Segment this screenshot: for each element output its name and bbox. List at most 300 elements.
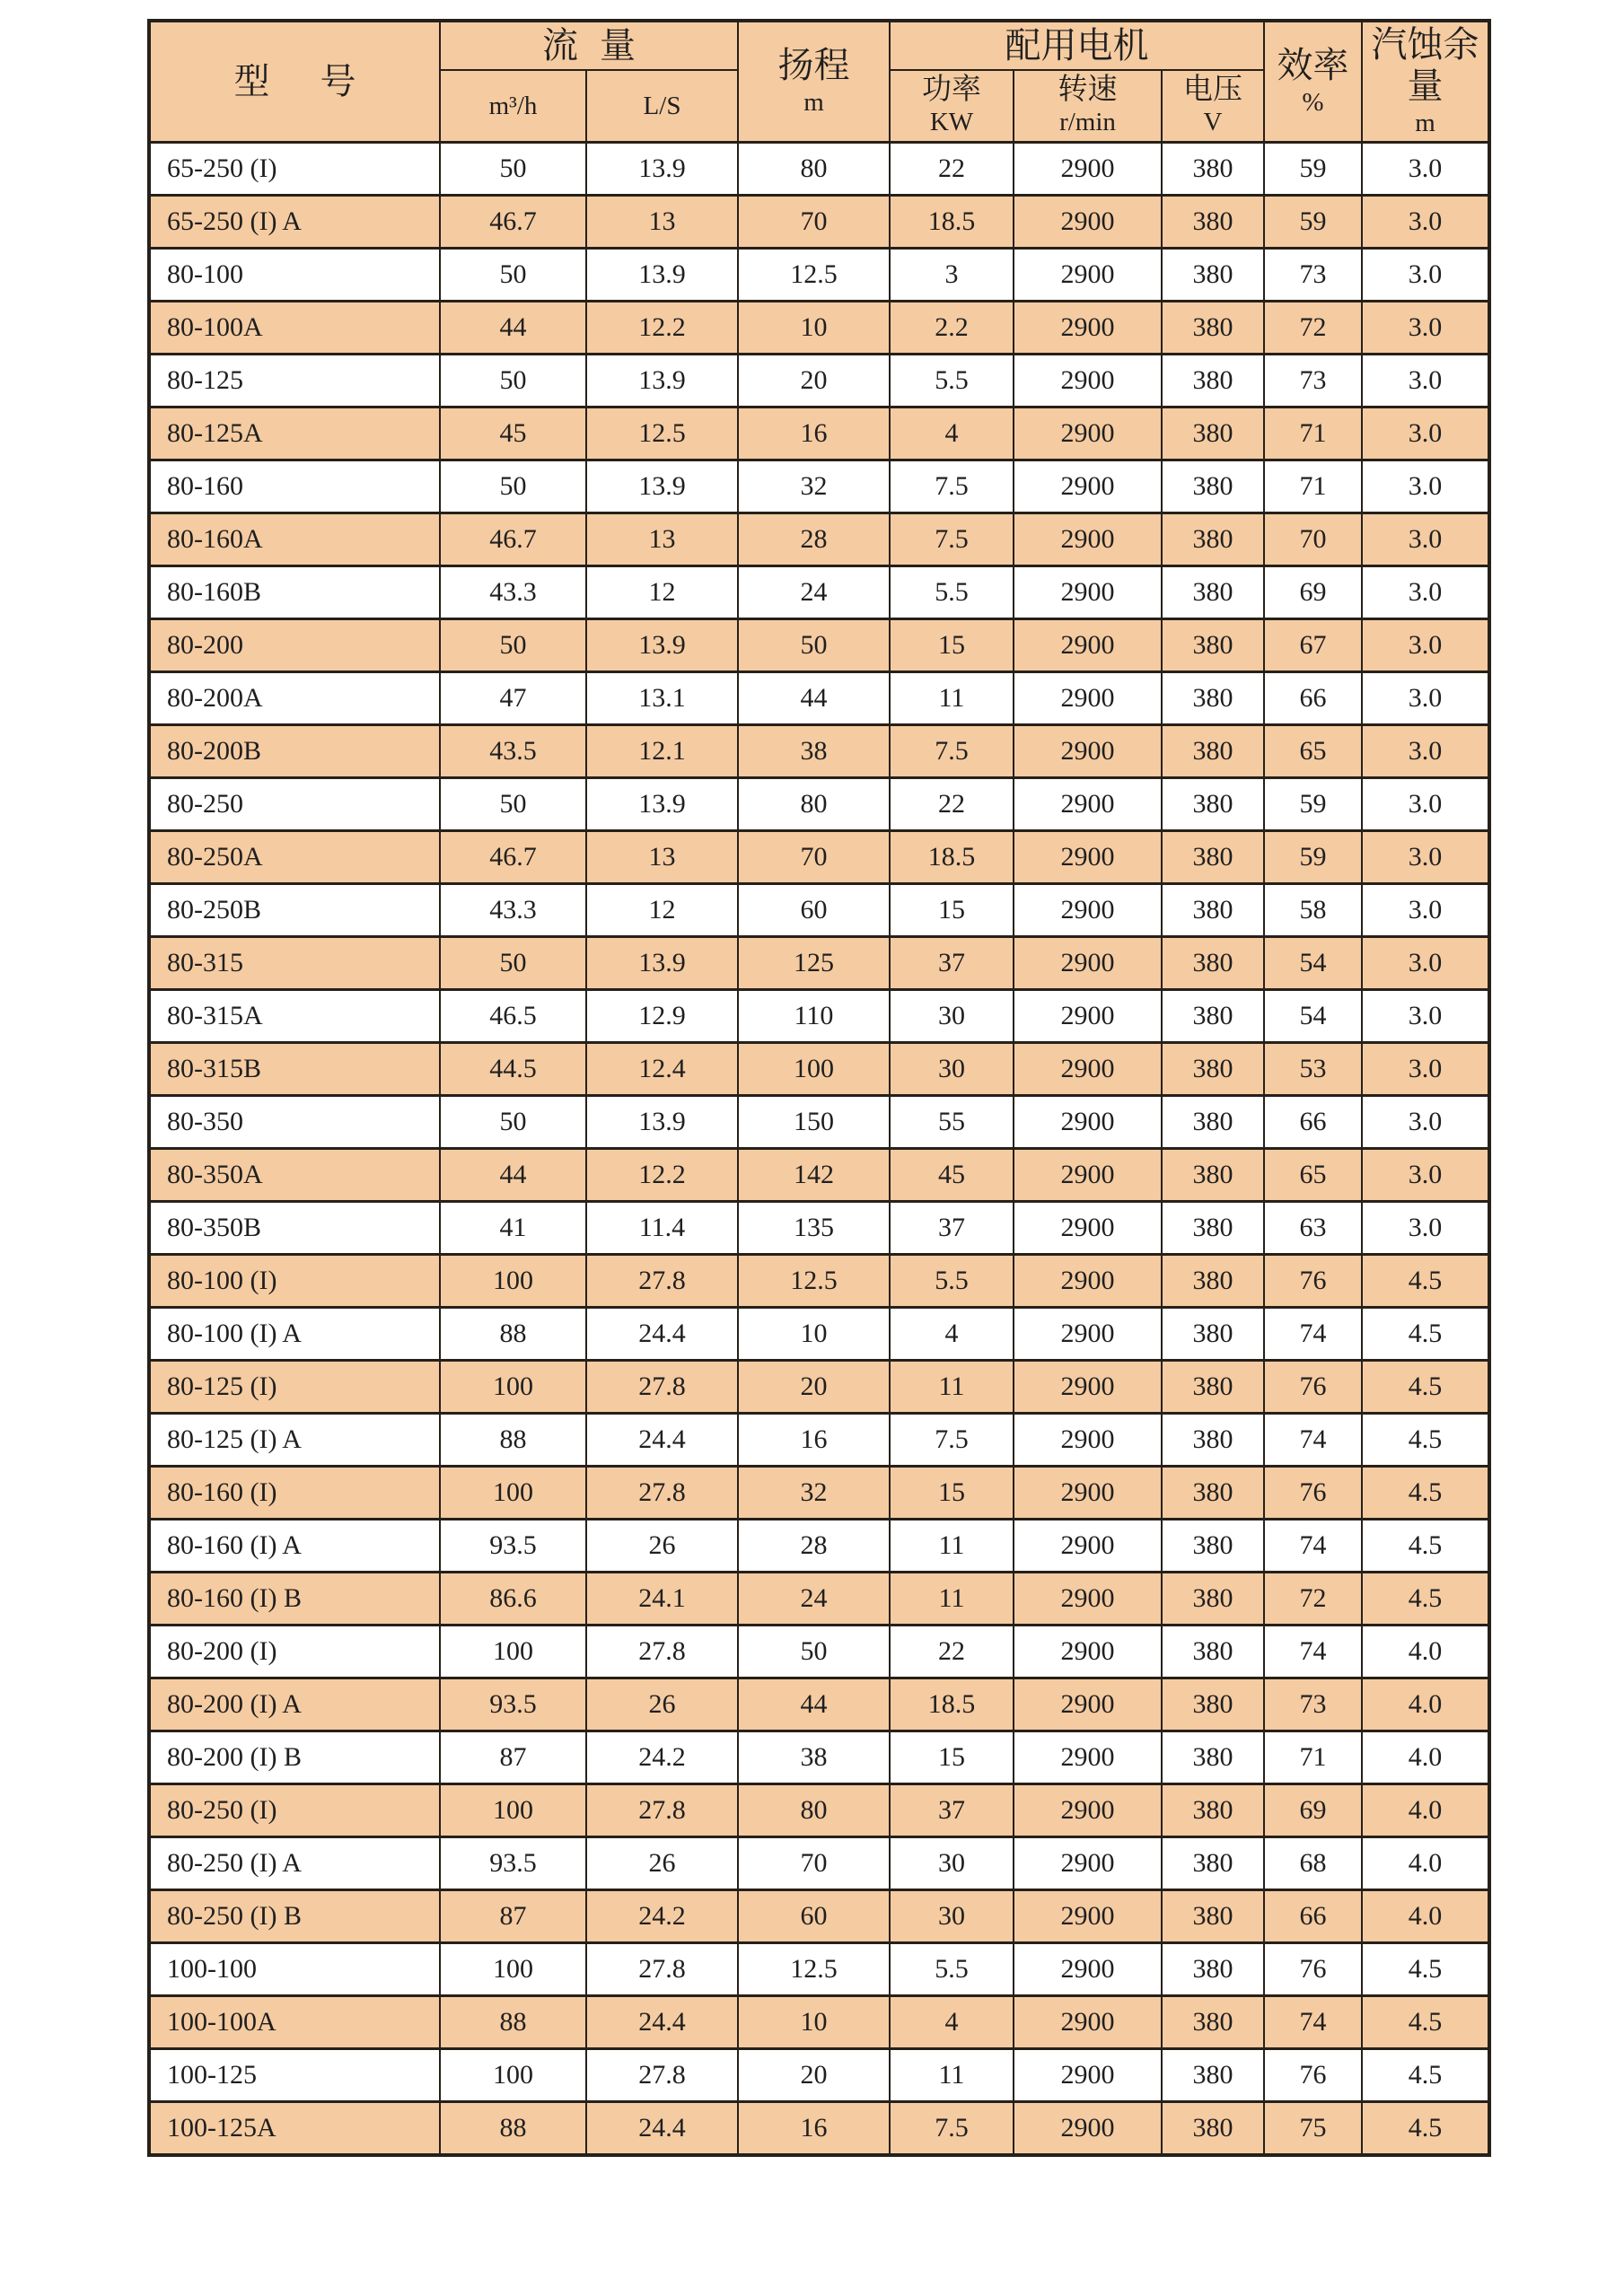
cell-power-kw: 5.5 <box>890 355 1014 407</box>
cell-head-m: 28 <box>738 513 890 566</box>
cell-flow-ls: 26 <box>586 1520 738 1573</box>
cell-flow-m3h: 100 <box>440 1255 586 1308</box>
cell-voltage-v: 380 <box>1162 2102 1264 2156</box>
cell-flow-ls: 26 <box>586 1678 738 1731</box>
cell-head-m: 150 <box>738 1096 890 1149</box>
cell-head-m: 10 <box>738 302 890 355</box>
header-flow-ls: L/S <box>586 70 738 143</box>
cell-voltage-v: 380 <box>1162 143 1264 196</box>
cell-speed-rpm: 2900 <box>1014 1149 1162 1202</box>
cell-voltage-v: 380 <box>1162 937 1264 990</box>
cell-head-m: 142 <box>738 1149 890 1202</box>
cell-power-kw: 55 <box>890 1096 1014 1149</box>
cell-efficiency: 73 <box>1264 355 1362 407</box>
cell-model: 80-125A <box>149 407 440 460</box>
cell-power-kw: 11 <box>890 1520 1014 1573</box>
cell-model: 80-125 (I) <box>149 1361 440 1414</box>
cell-power-kw: 5.5 <box>890 1943 1014 1996</box>
cell-model: 80-125 <box>149 355 440 407</box>
cell-voltage-v: 380 <box>1162 1467 1264 1520</box>
header-motor: 配用电机 <box>890 21 1264 70</box>
cell-npsh: 3.0 <box>1362 249 1489 302</box>
cell-power-kw: 11 <box>890 1361 1014 1414</box>
cell-flow-ls: 24.4 <box>586 1414 738 1467</box>
table-row <box>149 1149 1489 1202</box>
header-power-label: 功率 <box>922 73 981 106</box>
cell-power-kw: 4 <box>890 407 1014 460</box>
cell-speed-rpm: 2900 <box>1014 302 1162 355</box>
cell-power-kw: 4 <box>890 1308 1014 1361</box>
cell-speed-rpm: 2900 <box>1014 1467 1162 1520</box>
cell-npsh: 4.0 <box>1362 1837 1489 1890</box>
table-row <box>149 1573 1489 1626</box>
table-row <box>149 1678 1489 1731</box>
cell-power-kw: 37 <box>890 937 1014 990</box>
cell-efficiency: 76 <box>1264 1467 1362 1520</box>
cell-efficiency: 66 <box>1264 1890 1362 1943</box>
cell-efficiency: 59 <box>1264 831 1362 884</box>
cell-flow-ls: 27.8 <box>586 1784 738 1837</box>
cell-power-kw: 5.5 <box>890 566 1014 619</box>
cell-npsh: 3.0 <box>1362 884 1489 937</box>
table-row <box>149 884 1489 937</box>
cell-flow-ls: 13 <box>586 513 738 566</box>
table-row <box>149 1996 1489 2049</box>
cell-flow-m3h: 46.7 <box>440 196 586 249</box>
cell-flow-m3h: 46.7 <box>440 831 586 884</box>
header-voltage <box>1162 70 1264 143</box>
cell-speed-rpm: 2900 <box>1014 990 1162 1043</box>
cell-head-m: 10 <box>738 1996 890 2049</box>
cell-voltage-v: 380 <box>1162 196 1264 249</box>
cell-voltage-v: 380 <box>1162 1520 1264 1573</box>
cell-power-kw: 15 <box>890 1467 1014 1520</box>
cell-flow-m3h: 50 <box>440 460 586 513</box>
cell-npsh: 4.5 <box>1362 2049 1489 2102</box>
cell-npsh: 3.0 <box>1362 566 1489 619</box>
cell-npsh: 4.0 <box>1362 1731 1489 1784</box>
cell-voltage-v: 380 <box>1162 1996 1264 2049</box>
cell-speed-rpm: 2900 <box>1014 1043 1162 1096</box>
cell-speed-rpm: 2900 <box>1014 778 1162 831</box>
cell-power-kw: 22 <box>890 143 1014 196</box>
cell-speed-rpm: 2900 <box>1014 1890 1162 1943</box>
cell-speed-rpm: 2900 <box>1014 1414 1162 1467</box>
cell-model: 80-160 <box>149 460 440 513</box>
header-npsh <box>1362 21 1489 143</box>
cell-flow-ls: 13.9 <box>586 619 738 672</box>
cell-voltage-v: 380 <box>1162 460 1264 513</box>
cell-npsh: 3.0 <box>1362 672 1489 725</box>
cell-voltage-v: 380 <box>1162 2049 1264 2102</box>
cell-model: 65-250 (I) <box>149 143 440 196</box>
cell-npsh: 3.0 <box>1362 143 1489 196</box>
cell-flow-m3h: 46.7 <box>440 513 586 566</box>
cell-efficiency: 54 <box>1264 990 1362 1043</box>
cell-npsh: 3.0 <box>1362 355 1489 407</box>
cell-voltage-v: 380 <box>1162 1784 1264 1837</box>
header-power-unit: KW <box>929 108 974 137</box>
cell-model: 80-100 (I) <box>149 1255 440 1308</box>
cell-model: 80-160 (I) B <box>149 1573 440 1626</box>
cell-npsh: 4.0 <box>1362 1784 1489 1837</box>
cell-flow-m3h: 50 <box>440 143 586 196</box>
table-row <box>149 1255 1489 1308</box>
cell-flow-m3h: 44 <box>440 1149 586 1202</box>
cell-head-m: 24 <box>738 1573 890 1626</box>
table-row <box>149 619 1489 672</box>
cell-flow-m3h: 88 <box>440 1308 586 1361</box>
cell-flow-ls: 26 <box>586 1837 738 1890</box>
cell-flow-ls: 13.9 <box>586 355 738 407</box>
cell-flow-m3h: 88 <box>440 1414 586 1467</box>
cell-efficiency: 71 <box>1264 1731 1362 1784</box>
cell-voltage-v: 380 <box>1162 1096 1264 1149</box>
cell-power-kw: 30 <box>890 1890 1014 1943</box>
cell-head-m: 70 <box>738 196 890 249</box>
cell-flow-ls: 13.9 <box>586 778 738 831</box>
cell-model: 80-250 (I) B <box>149 1890 440 1943</box>
cell-model: 80-315 <box>149 937 440 990</box>
cell-head-m: 38 <box>738 1731 890 1784</box>
cell-head-m: 32 <box>738 460 890 513</box>
table-row <box>149 1837 1489 1890</box>
cell-npsh: 3.0 <box>1362 1043 1489 1096</box>
cell-power-kw: 22 <box>890 778 1014 831</box>
cell-flow-m3h: 43.3 <box>440 884 586 937</box>
cell-flow-ls: 13 <box>586 196 738 249</box>
header-head <box>738 21 890 143</box>
cell-efficiency: 69 <box>1264 566 1362 619</box>
cell-npsh: 3.0 <box>1362 513 1489 566</box>
cell-flow-m3h: 46.5 <box>440 990 586 1043</box>
cell-speed-rpm: 2900 <box>1014 619 1162 672</box>
cell-flow-ls: 13.9 <box>586 1096 738 1149</box>
cell-flow-ls: 24.1 <box>586 1573 738 1626</box>
cell-speed-rpm: 2900 <box>1014 1520 1162 1573</box>
cell-speed-rpm: 2900 <box>1014 2049 1162 2102</box>
cell-power-kw: 18.5 <box>890 1678 1014 1731</box>
table-row <box>149 2049 1489 2102</box>
cell-power-kw: 15 <box>890 884 1014 937</box>
cell-efficiency: 73 <box>1264 249 1362 302</box>
cell-voltage-v: 380 <box>1162 513 1264 566</box>
cell-flow-ls: 13.1 <box>586 672 738 725</box>
cell-model: 80-350B <box>149 1202 440 1255</box>
cell-efficiency: 54 <box>1264 937 1362 990</box>
cell-flow-ls: 13 <box>586 831 738 884</box>
cell-head-m: 70 <box>738 831 890 884</box>
cell-speed-rpm: 2900 <box>1014 1943 1162 1996</box>
header-flow-m3h: m³/h <box>440 70 586 143</box>
cell-efficiency: 75 <box>1264 2102 1362 2156</box>
cell-model: 80-315B <box>149 1043 440 1096</box>
cell-npsh: 3.0 <box>1362 460 1489 513</box>
table-row <box>149 725 1489 778</box>
cell-voltage-v: 380 <box>1162 778 1264 831</box>
cell-efficiency: 66 <box>1264 672 1362 725</box>
cell-flow-m3h: 93.5 <box>440 1520 586 1573</box>
cell-efficiency: 59 <box>1264 196 1362 249</box>
cell-flow-m3h: 43.3 <box>440 566 586 619</box>
cell-model: 80-200B <box>149 725 440 778</box>
cell-head-m: 16 <box>738 2102 890 2156</box>
cell-speed-rpm: 2900 <box>1014 725 1162 778</box>
cell-flow-ls: 27.8 <box>586 1943 738 1996</box>
cell-efficiency: 65 <box>1264 725 1362 778</box>
cell-head-m: 60 <box>738 1890 890 1943</box>
cell-npsh: 4.5 <box>1362 1943 1489 1996</box>
cell-flow-m3h: 88 <box>440 2102 586 2156</box>
cell-flow-ls: 12 <box>586 884 738 937</box>
cell-efficiency: 74 <box>1264 1520 1362 1573</box>
cell-npsh: 3.0 <box>1362 196 1489 249</box>
cell-efficiency: 74 <box>1264 1414 1362 1467</box>
cell-speed-rpm: 2900 <box>1014 249 1162 302</box>
cell-npsh: 4.5 <box>1362 2102 1489 2156</box>
cell-npsh: 3.0 <box>1362 937 1489 990</box>
cell-flow-ls: 24.4 <box>586 2102 738 2156</box>
cell-flow-m3h: 43.5 <box>440 725 586 778</box>
cell-head-m: 125 <box>738 937 890 990</box>
header-efficiency-label: 效率 <box>1277 44 1349 85</box>
cell-model: 80-200 (I) B <box>149 1731 440 1784</box>
cell-npsh: 3.0 <box>1362 1149 1489 1202</box>
cell-speed-rpm: 2900 <box>1014 1361 1162 1414</box>
cell-flow-m3h: 50 <box>440 1096 586 1149</box>
cell-speed-rpm: 2900 <box>1014 143 1162 196</box>
header-speed-unit: r/min <box>1059 108 1116 137</box>
cell-flow-m3h: 50 <box>440 937 586 990</box>
cell-speed-rpm: 2900 <box>1014 937 1162 990</box>
cell-power-kw: 5.5 <box>890 1255 1014 1308</box>
cell-model: 65-250 (I) A <box>149 196 440 249</box>
cell-speed-rpm: 2900 <box>1014 1573 1162 1626</box>
cell-power-kw: 30 <box>890 1837 1014 1890</box>
cell-flow-m3h: 47 <box>440 672 586 725</box>
cell-speed-rpm: 2900 <box>1014 566 1162 619</box>
cell-flow-m3h: 100 <box>440 1467 586 1520</box>
cell-model: 80-250 (I) <box>149 1784 440 1837</box>
cell-npsh: 4.0 <box>1362 1890 1489 1943</box>
cell-head-m: 80 <box>738 1784 890 1837</box>
cell-flow-ls: 24.4 <box>586 1308 738 1361</box>
cell-voltage-v: 380 <box>1162 1255 1264 1308</box>
cell-voltage-v: 380 <box>1162 1202 1264 1255</box>
cell-speed-rpm: 2900 <box>1014 1255 1162 1308</box>
table-row <box>149 302 1489 355</box>
cell-model: 80-125 (I) A <box>149 1414 440 1467</box>
cell-flow-m3h: 100 <box>440 1626 586 1678</box>
cell-speed-rpm: 2900 <box>1014 2102 1162 2156</box>
cell-model: 100-125 <box>149 2049 440 2102</box>
cell-flow-ls: 13.9 <box>586 249 738 302</box>
cell-flow-ls: 12.1 <box>586 725 738 778</box>
cell-flow-m3h: 100 <box>440 1361 586 1414</box>
table-row <box>149 1784 1489 1837</box>
cell-npsh: 3.0 <box>1362 831 1489 884</box>
cell-flow-m3h: 93.5 <box>440 1837 586 1890</box>
cell-head-m: 12.5 <box>738 1255 890 1308</box>
cell-model: 80-160 (I) A <box>149 1520 440 1573</box>
cell-npsh: 3.0 <box>1362 407 1489 460</box>
header-efficiency-unit: % <box>1302 87 1324 117</box>
cell-efficiency: 74 <box>1264 1996 1362 2049</box>
header-speed-label: 转速 <box>1058 73 1118 106</box>
cell-voltage-v: 380 <box>1162 990 1264 1043</box>
cell-model: 80-200 <box>149 619 440 672</box>
cell-speed-rpm: 2900 <box>1014 1996 1162 2049</box>
header-power <box>890 70 1014 143</box>
cell-flow-m3h: 50 <box>440 249 586 302</box>
cell-flow-m3h: 100 <box>440 1943 586 1996</box>
cell-efficiency: 74 <box>1264 1626 1362 1678</box>
cell-speed-rpm: 2900 <box>1014 1202 1162 1255</box>
cell-speed-rpm: 2900 <box>1014 355 1162 407</box>
cell-flow-m3h: 86.6 <box>440 1573 586 1626</box>
cell-voltage-v: 380 <box>1162 1890 1264 1943</box>
cell-power-kw: 37 <box>890 1784 1014 1837</box>
cell-model: 80-160 (I) <box>149 1467 440 1520</box>
cell-head-m: 12.5 <box>738 1943 890 1996</box>
cell-voltage-v: 380 <box>1162 619 1264 672</box>
cell-head-m: 60 <box>738 884 890 937</box>
cell-flow-ls: 24.2 <box>586 1731 738 1784</box>
cell-flow-m3h: 50 <box>440 778 586 831</box>
cell-flow-ls: 12.5 <box>586 407 738 460</box>
cell-flow-m3h: 50 <box>440 619 586 672</box>
cell-voltage-v: 380 <box>1162 1943 1264 1996</box>
cell-flow-ls: 12.4 <box>586 1043 738 1096</box>
header-voltage-label: 电压 <box>1183 73 1242 106</box>
cell-efficiency: 72 <box>1264 1573 1362 1626</box>
cell-power-kw: 7.5 <box>890 513 1014 566</box>
cell-flow-m3h: 88 <box>440 1996 586 2049</box>
cell-voltage-v: 380 <box>1162 725 1264 778</box>
table-row <box>149 937 1489 990</box>
cell-flow-ls: 24.2 <box>586 1890 738 1943</box>
cell-flow-ls: 24.4 <box>586 1996 738 2049</box>
cell-efficiency: 59 <box>1264 143 1362 196</box>
cell-efficiency: 67 <box>1264 619 1362 672</box>
cell-npsh: 4.0 <box>1362 1678 1489 1731</box>
cell-npsh: 3.0 <box>1362 1096 1489 1149</box>
cell-power-kw: 11 <box>890 672 1014 725</box>
cell-model: 100-100A <box>149 1996 440 2049</box>
cell-speed-rpm: 2900 <box>1014 831 1162 884</box>
cell-npsh: 3.0 <box>1362 619 1489 672</box>
cell-efficiency: 76 <box>1264 2049 1362 2102</box>
cell-voltage-v: 380 <box>1162 355 1264 407</box>
cell-npsh: 4.5 <box>1362 1573 1489 1626</box>
cell-efficiency: 76 <box>1264 1943 1362 1996</box>
table-row <box>149 831 1489 884</box>
cell-model: 80-200A <box>149 672 440 725</box>
header-efficiency <box>1264 21 1362 143</box>
table-row <box>149 1626 1489 1678</box>
cell-flow-ls: 13.9 <box>586 937 738 990</box>
cell-npsh: 4.5 <box>1362 1255 1489 1308</box>
cell-flow-ls: 12.2 <box>586 1149 738 1202</box>
cell-efficiency: 63 <box>1264 1202 1362 1255</box>
cell-speed-rpm: 2900 <box>1014 460 1162 513</box>
table-row <box>149 778 1489 831</box>
table-row <box>149 1731 1489 1784</box>
cell-npsh: 3.0 <box>1362 725 1489 778</box>
cell-voltage-v: 380 <box>1162 407 1264 460</box>
cell-power-kw: 30 <box>890 1043 1014 1096</box>
cell-voltage-v: 380 <box>1162 1308 1264 1361</box>
cell-efficiency: 65 <box>1264 1149 1362 1202</box>
cell-power-kw: 7.5 <box>890 2102 1014 2156</box>
cell-model: 80-350A <box>149 1149 440 1202</box>
cell-power-kw: 22 <box>890 1626 1014 1678</box>
cell-flow-m3h: 87 <box>440 1731 586 1784</box>
cell-flow-ls: 12 <box>586 566 738 619</box>
cell-power-kw: 15 <box>890 1731 1014 1784</box>
cell-npsh: 4.5 <box>1362 1467 1489 1520</box>
cell-flow-m3h: 44.5 <box>440 1043 586 1096</box>
cell-head-m: 28 <box>738 1520 890 1573</box>
cell-head-m: 16 <box>738 1414 890 1467</box>
cell-power-kw: 18.5 <box>890 196 1014 249</box>
cell-voltage-v: 380 <box>1162 831 1264 884</box>
cell-voltage-v: 380 <box>1162 1149 1264 1202</box>
table-row <box>149 249 1489 302</box>
cell-efficiency: 76 <box>1264 1361 1362 1414</box>
cell-efficiency: 74 <box>1264 1308 1362 1361</box>
cell-model: 80-250B <box>149 884 440 937</box>
cell-speed-rpm: 2900 <box>1014 196 1162 249</box>
cell-head-m: 70 <box>738 1837 890 1890</box>
cell-efficiency: 59 <box>1264 778 1362 831</box>
cell-power-kw: 11 <box>890 2049 1014 2102</box>
cell-model: 80-100A <box>149 302 440 355</box>
table-row <box>149 1414 1489 1467</box>
cell-model: 80-250A <box>149 831 440 884</box>
table-body <box>149 143 1489 2156</box>
table-row <box>149 1890 1489 1943</box>
cell-flow-ls: 12.2 <box>586 302 738 355</box>
cell-efficiency: 58 <box>1264 884 1362 937</box>
cell-voltage-v: 380 <box>1162 1573 1264 1626</box>
cell-npsh: 3.0 <box>1362 1202 1489 1255</box>
table-row <box>149 143 1489 196</box>
cell-efficiency: 76 <box>1264 1255 1362 1308</box>
table-row <box>149 513 1489 566</box>
cell-efficiency: 53 <box>1264 1043 1362 1096</box>
table-row <box>149 1308 1489 1361</box>
cell-head-m: 80 <box>738 143 890 196</box>
cell-head-m: 100 <box>738 1043 890 1096</box>
header-flow: 流 量 <box>440 21 738 70</box>
cell-flow-m3h: 93.5 <box>440 1678 586 1731</box>
cell-head-m: 10 <box>738 1308 890 1361</box>
cell-flow-ls: 27.8 <box>586 1361 738 1414</box>
cell-power-kw: 7.5 <box>890 725 1014 778</box>
table-row <box>149 672 1489 725</box>
table-row <box>149 1361 1489 1414</box>
cell-flow-ls: 13.9 <box>586 460 738 513</box>
cell-flow-m3h: 41 <box>440 1202 586 1255</box>
cell-head-m: 12.5 <box>738 249 890 302</box>
cell-efficiency: 66 <box>1264 1096 1362 1149</box>
cell-voltage-v: 380 <box>1162 1361 1264 1414</box>
table-row <box>149 1943 1489 1996</box>
cell-flow-ls: 27.8 <box>586 1626 738 1678</box>
cell-model: 80-250 <box>149 778 440 831</box>
cell-model: 100-125A <box>149 2102 440 2156</box>
